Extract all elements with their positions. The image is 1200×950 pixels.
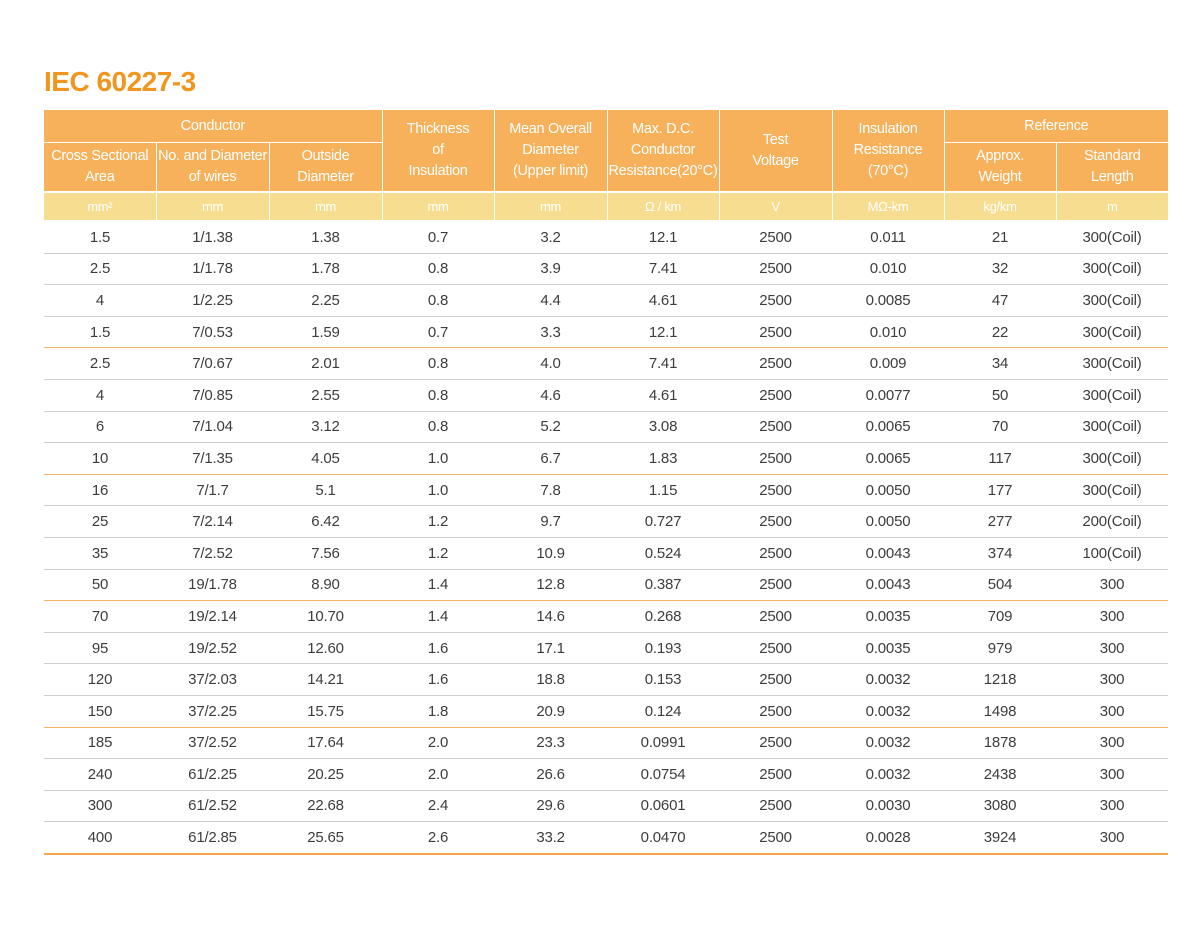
table-row xyxy=(44,506,1168,538)
table-cell: 1.6 xyxy=(382,632,494,664)
table-cell: 70 xyxy=(44,601,156,633)
table-cell: 1.78 xyxy=(269,253,382,285)
table-cell: 7.56 xyxy=(269,537,382,569)
table-cell: 1.5 xyxy=(44,221,156,253)
table-cell: 50 xyxy=(44,569,156,601)
header-line: Insulation xyxy=(408,163,468,179)
table-cell: 7/0.53 xyxy=(156,316,269,348)
table-cell: 7.41 xyxy=(607,253,719,285)
table-cell: 3924 xyxy=(944,822,1056,854)
header-line: Weight xyxy=(978,169,1022,185)
table-cell: 1.5 xyxy=(44,316,156,348)
table-cell: 2500 xyxy=(719,316,832,348)
table-cell: 1/1.78 xyxy=(156,253,269,285)
table-cell: 2500 xyxy=(719,822,832,854)
table-cell: 3.12 xyxy=(269,411,382,443)
table-cell: 300(Coil) xyxy=(1056,379,1168,411)
table-body xyxy=(44,221,1168,854)
table-cell: 374 xyxy=(944,537,1056,569)
table-cell: 200(Coil) xyxy=(1056,506,1168,538)
table-cell: 2500 xyxy=(719,632,832,664)
table-cell: 0.727 xyxy=(607,506,719,538)
table-cell: 10 xyxy=(44,443,156,475)
table-cell: 1.8 xyxy=(382,695,494,727)
table-row xyxy=(44,443,1168,475)
table-cell: 300 xyxy=(1056,695,1168,727)
header-line: Diameter xyxy=(297,169,354,185)
table-cell: 7/1.35 xyxy=(156,443,269,475)
table-row xyxy=(44,348,1168,380)
table-cell: 0.0032 xyxy=(832,727,944,759)
table-cell: 15.75 xyxy=(269,695,382,727)
table-row xyxy=(44,632,1168,664)
table-row xyxy=(44,790,1168,822)
table-cell: 300 xyxy=(1056,601,1168,633)
table-cell: 1498 xyxy=(944,695,1056,727)
table-cell: 300(Coil) xyxy=(1056,221,1168,253)
header-line: No. and Diameter xyxy=(158,148,267,164)
table-cell: 61/2.52 xyxy=(156,790,269,822)
table-cell: 300(Coil) xyxy=(1056,253,1168,285)
header-line: Approx. xyxy=(976,148,1024,164)
header-line: Resistance xyxy=(853,142,923,158)
table-cell: 6.7 xyxy=(494,443,607,475)
table-cell: 21 xyxy=(944,221,1056,253)
table-cell: 7/0.67 xyxy=(156,348,269,380)
header-line: Cross Sectional xyxy=(51,148,149,164)
table-cell: 0.193 xyxy=(607,632,719,664)
table-cell: 3.08 xyxy=(607,411,719,443)
table-row xyxy=(44,221,1168,253)
table-cell: 6.42 xyxy=(269,506,382,538)
unit-cell: kg/km xyxy=(944,192,1056,221)
table-cell: 10.9 xyxy=(494,537,607,569)
table-cell: 17.64 xyxy=(269,727,382,759)
table-cell: 61/2.25 xyxy=(156,759,269,791)
table-row xyxy=(44,537,1168,569)
header-test-voltage xyxy=(719,110,832,192)
units-row xyxy=(44,192,1168,221)
table-cell: 2500 xyxy=(719,348,832,380)
table-cell: 0.0032 xyxy=(832,664,944,696)
header-line: Length xyxy=(1090,169,1134,185)
table-row xyxy=(44,569,1168,601)
table-cell: 2.0 xyxy=(382,727,494,759)
table-row xyxy=(44,822,1168,854)
table-cell: 2500 xyxy=(719,790,832,822)
table-row xyxy=(44,316,1168,348)
table-row xyxy=(44,253,1168,285)
table-cell: 50 xyxy=(944,379,1056,411)
table-cell: 1.0 xyxy=(382,474,494,506)
table-cell: 504 xyxy=(944,569,1056,601)
table-cell: 37/2.52 xyxy=(156,727,269,759)
table-cell: 185 xyxy=(44,727,156,759)
header-line: (Upper limit) xyxy=(512,163,589,179)
table-cell: 709 xyxy=(944,601,1056,633)
table-cell: 1.4 xyxy=(382,569,494,601)
table-cell: 1/1.38 xyxy=(156,221,269,253)
table-cell: 23.3 xyxy=(494,727,607,759)
table-cell: 0.0050 xyxy=(832,474,944,506)
header-line: Voltage xyxy=(752,152,799,169)
table-row xyxy=(44,379,1168,411)
header-insulation-resistance xyxy=(832,110,944,192)
table-cell: 12.1 xyxy=(607,316,719,348)
table-cell: 18.8 xyxy=(494,664,607,696)
table-cell: 4.6 xyxy=(494,379,607,411)
table-cell: 34 xyxy=(944,348,1056,380)
table-cell: 0.0754 xyxy=(607,759,719,791)
header-outside-diameter xyxy=(269,143,382,193)
table-cell: 61/2.85 xyxy=(156,822,269,854)
table-cell: 8.90 xyxy=(269,569,382,601)
table-cell: 4 xyxy=(44,285,156,317)
header-approx-weight xyxy=(944,143,1056,193)
table-cell: 0.7 xyxy=(382,316,494,348)
header-max-dc-resistance xyxy=(607,110,719,192)
table-header xyxy=(44,110,1168,221)
table-cell: 37/2.03 xyxy=(156,664,269,696)
table-cell: 2.5 xyxy=(44,348,156,380)
table-cell: 100(Coil) xyxy=(1056,537,1168,569)
header-line: Max. D.C. xyxy=(632,121,694,137)
table-cell: 2.4 xyxy=(382,790,494,822)
table-cell: 0.0028 xyxy=(832,822,944,854)
table-cell: 300 xyxy=(1056,759,1168,791)
table-cell: 12.60 xyxy=(269,632,382,664)
header-line: Area xyxy=(85,169,115,185)
table-cell: 22.68 xyxy=(269,790,382,822)
table-cell: 22 xyxy=(944,316,1056,348)
table-cell: 400 xyxy=(44,822,156,854)
table-cell: 9.7 xyxy=(494,506,607,538)
table-row xyxy=(44,474,1168,506)
table-cell: 0.0035 xyxy=(832,601,944,633)
header-thickness xyxy=(382,110,494,192)
header-reference: Reference xyxy=(944,110,1168,143)
table-cell: 1/2.25 xyxy=(156,285,269,317)
table-cell: 2.5 xyxy=(44,253,156,285)
table-cell: 1.2 xyxy=(382,537,494,569)
table-row xyxy=(44,411,1168,443)
table-cell: 7/1.04 xyxy=(156,411,269,443)
table-cell: 19/2.52 xyxy=(156,632,269,664)
table-cell: 300(Coil) xyxy=(1056,348,1168,380)
table-row xyxy=(44,664,1168,696)
table-cell: 6 xyxy=(44,411,156,443)
table-cell: 10.70 xyxy=(269,601,382,633)
table-cell: 0.0030 xyxy=(832,790,944,822)
table-cell: 20.25 xyxy=(269,759,382,791)
table-cell: 0.524 xyxy=(607,537,719,569)
table-row xyxy=(44,759,1168,791)
page-title: IEC 60227-3 xyxy=(44,66,196,97)
table-cell: 4 xyxy=(44,379,156,411)
table-cell: 3080 xyxy=(944,790,1056,822)
table-cell: 1.4 xyxy=(382,601,494,633)
table-cell: 0.7 xyxy=(382,221,494,253)
table-row xyxy=(44,727,1168,759)
table-cell: 2500 xyxy=(719,759,832,791)
table-cell: 2.25 xyxy=(269,285,382,317)
unit-cell: MΩ-km xyxy=(832,192,944,221)
header-line: of wires xyxy=(188,169,237,185)
header-line: of xyxy=(432,142,444,158)
table-cell: 14.21 xyxy=(269,664,382,696)
header-no-and-diameter xyxy=(156,143,269,193)
table-cell: 300 xyxy=(1056,822,1168,854)
table-cell: 26.6 xyxy=(494,759,607,791)
table-cell: 2500 xyxy=(719,253,832,285)
table-cell: 0.0470 xyxy=(607,822,719,854)
table-cell: 32 xyxy=(944,253,1056,285)
table-cell: 4.61 xyxy=(607,379,719,411)
table-cell: 7/0.85 xyxy=(156,379,269,411)
table-cell: 0.0035 xyxy=(832,632,944,664)
unit-cell: mm xyxy=(494,192,607,221)
table-cell: 5.2 xyxy=(494,411,607,443)
table-cell: 37/2.25 xyxy=(156,695,269,727)
table-cell: 300(Coil) xyxy=(1056,474,1168,506)
table-cell: 1.2 xyxy=(382,506,494,538)
table-cell: 240 xyxy=(44,759,156,791)
header-line: Diameter xyxy=(522,142,579,158)
table-cell: 47 xyxy=(944,285,1056,317)
table-cell: 117 xyxy=(944,443,1056,475)
header-line: (70°C) xyxy=(867,163,909,179)
table-cell: 2500 xyxy=(719,221,832,253)
table-cell: 0.0032 xyxy=(832,695,944,727)
table-cell: 1.15 xyxy=(607,474,719,506)
table-cell: 1.59 xyxy=(269,316,382,348)
table-cell: 4.4 xyxy=(494,285,607,317)
table-cell: 1.6 xyxy=(382,664,494,696)
table-cell: 0.009 xyxy=(832,348,944,380)
table-cell: 25.65 xyxy=(269,822,382,854)
table-cell: 300(Coil) xyxy=(1056,411,1168,443)
table-cell: 3.9 xyxy=(494,253,607,285)
table-cell: 70 xyxy=(944,411,1056,443)
table-cell: 1.38 xyxy=(269,221,382,253)
table-cell: 2500 xyxy=(719,443,832,475)
unit-cell: mm xyxy=(382,192,494,221)
header-line: Conductor xyxy=(630,142,696,158)
table-cell: 4.05 xyxy=(269,443,382,475)
table-cell: 14.6 xyxy=(494,601,607,633)
header-line: Mean Overall xyxy=(509,121,592,137)
table-cell: 7/1.7 xyxy=(156,474,269,506)
unit-cell: mm xyxy=(269,192,382,221)
table-cell: 0.0043 xyxy=(832,569,944,601)
header-line: Insulation xyxy=(858,121,918,137)
table-cell: 979 xyxy=(944,632,1056,664)
header-line: Thickness xyxy=(406,121,470,137)
table-cell: 2500 xyxy=(719,664,832,696)
table-cell: 1878 xyxy=(944,727,1056,759)
table-cell: 5.1 xyxy=(269,474,382,506)
table-cell: 2500 xyxy=(719,727,832,759)
table-cell: 2500 xyxy=(719,379,832,411)
table-cell: 0.0065 xyxy=(832,411,944,443)
table-cell: 0.0050 xyxy=(832,506,944,538)
table-cell: 4.61 xyxy=(607,285,719,317)
table-cell: 0.0043 xyxy=(832,537,944,569)
table-cell: 2500 xyxy=(719,474,832,506)
table-cell: 16 xyxy=(44,474,156,506)
header-line: Test xyxy=(762,131,789,148)
table-row xyxy=(44,285,1168,317)
table-cell: 12.8 xyxy=(494,569,607,601)
table-cell: 2.55 xyxy=(269,379,382,411)
table-cell: 0.010 xyxy=(832,253,944,285)
table-cell: 20.9 xyxy=(494,695,607,727)
table-cell: 0.8 xyxy=(382,285,494,317)
header-line: Standard xyxy=(1084,148,1141,164)
table-cell: 2500 xyxy=(719,695,832,727)
table-cell: 300(Coil) xyxy=(1056,316,1168,348)
table-cell: 95 xyxy=(44,632,156,664)
table-cell: 2500 xyxy=(719,601,832,633)
table-cell: 0.0085 xyxy=(832,285,944,317)
header-conductor: Conductor xyxy=(44,110,382,143)
table-cell: 0.153 xyxy=(607,664,719,696)
cable-spec-table xyxy=(44,110,1168,855)
table-cell: 300 xyxy=(44,790,156,822)
table-cell: 150 xyxy=(44,695,156,727)
table-cell: 277 xyxy=(944,506,1056,538)
table-cell: 0.8 xyxy=(382,253,494,285)
table-cell: 33.2 xyxy=(494,822,607,854)
header-standard-length xyxy=(1056,143,1168,193)
unit-cell: Ω / km xyxy=(607,192,719,221)
header-mean-overall-diameter xyxy=(494,110,607,192)
table-cell: 300(Coil) xyxy=(1056,443,1168,475)
table-cell: 0.0601 xyxy=(607,790,719,822)
table-cell: 19/2.14 xyxy=(156,601,269,633)
table-cell: 35 xyxy=(44,537,156,569)
table-cell: 3.3 xyxy=(494,316,607,348)
header-row-group xyxy=(44,110,1168,143)
table-cell: 4.0 xyxy=(494,348,607,380)
table-cell: 1.0 xyxy=(382,443,494,475)
table-row xyxy=(44,601,1168,633)
table-cell: 7.8 xyxy=(494,474,607,506)
table-cell: 2500 xyxy=(719,411,832,443)
table-cell: 25 xyxy=(44,506,156,538)
table-cell: 0.8 xyxy=(382,379,494,411)
table-cell: 300 xyxy=(1056,569,1168,601)
table-cell: 19/1.78 xyxy=(156,569,269,601)
table-cell: 7.41 xyxy=(607,348,719,380)
table-cell: 17.1 xyxy=(494,632,607,664)
table-cell: 300(Coil) xyxy=(1056,285,1168,317)
table-cell: 120 xyxy=(44,664,156,696)
header-cross-sectional-area xyxy=(44,143,156,193)
unit-cell: V xyxy=(719,192,832,221)
table-cell: 2.6 xyxy=(382,822,494,854)
table-cell: 2.01 xyxy=(269,348,382,380)
table-cell: 0.124 xyxy=(607,695,719,727)
table-cell: 0.268 xyxy=(607,601,719,633)
table-cell: 300 xyxy=(1056,664,1168,696)
unit-cell: mm xyxy=(156,192,269,221)
table-cell: 12.1 xyxy=(607,221,719,253)
table-cell: 300 xyxy=(1056,632,1168,664)
table-cell: 2.0 xyxy=(382,759,494,791)
table-cell: 7/2.14 xyxy=(156,506,269,538)
table-cell: 2500 xyxy=(719,506,832,538)
table-cell: 0.011 xyxy=(832,221,944,253)
table-cell: 3.2 xyxy=(494,221,607,253)
table-cell: 177 xyxy=(944,474,1056,506)
table-row xyxy=(44,695,1168,727)
table-cell: 0.387 xyxy=(607,569,719,601)
table-cell: 2500 xyxy=(719,569,832,601)
table-cell: 0.0991 xyxy=(607,727,719,759)
table-cell: 300 xyxy=(1056,790,1168,822)
table-cell: 0.0065 xyxy=(832,443,944,475)
table-cell: 2500 xyxy=(719,285,832,317)
table-cell: 300 xyxy=(1056,727,1168,759)
table-cell: 1218 xyxy=(944,664,1056,696)
table-cell: 0.0077 xyxy=(832,379,944,411)
table-cell: 0.8 xyxy=(382,348,494,380)
table-cell: 7/2.52 xyxy=(156,537,269,569)
table-cell: 2500 xyxy=(719,537,832,569)
header-line: Outside xyxy=(301,148,350,164)
table-cell: 0.8 xyxy=(382,411,494,443)
table-cell: 2438 xyxy=(944,759,1056,791)
table-cell: 0.0032 xyxy=(832,759,944,791)
table-cell: 29.6 xyxy=(494,790,607,822)
table-cell: 1.83 xyxy=(607,443,719,475)
unit-cell: mm² xyxy=(44,192,156,221)
table-cell: 0.010 xyxy=(832,316,944,348)
unit-cell: m xyxy=(1056,192,1168,221)
header-line: Resistance(20°C) xyxy=(608,163,718,179)
